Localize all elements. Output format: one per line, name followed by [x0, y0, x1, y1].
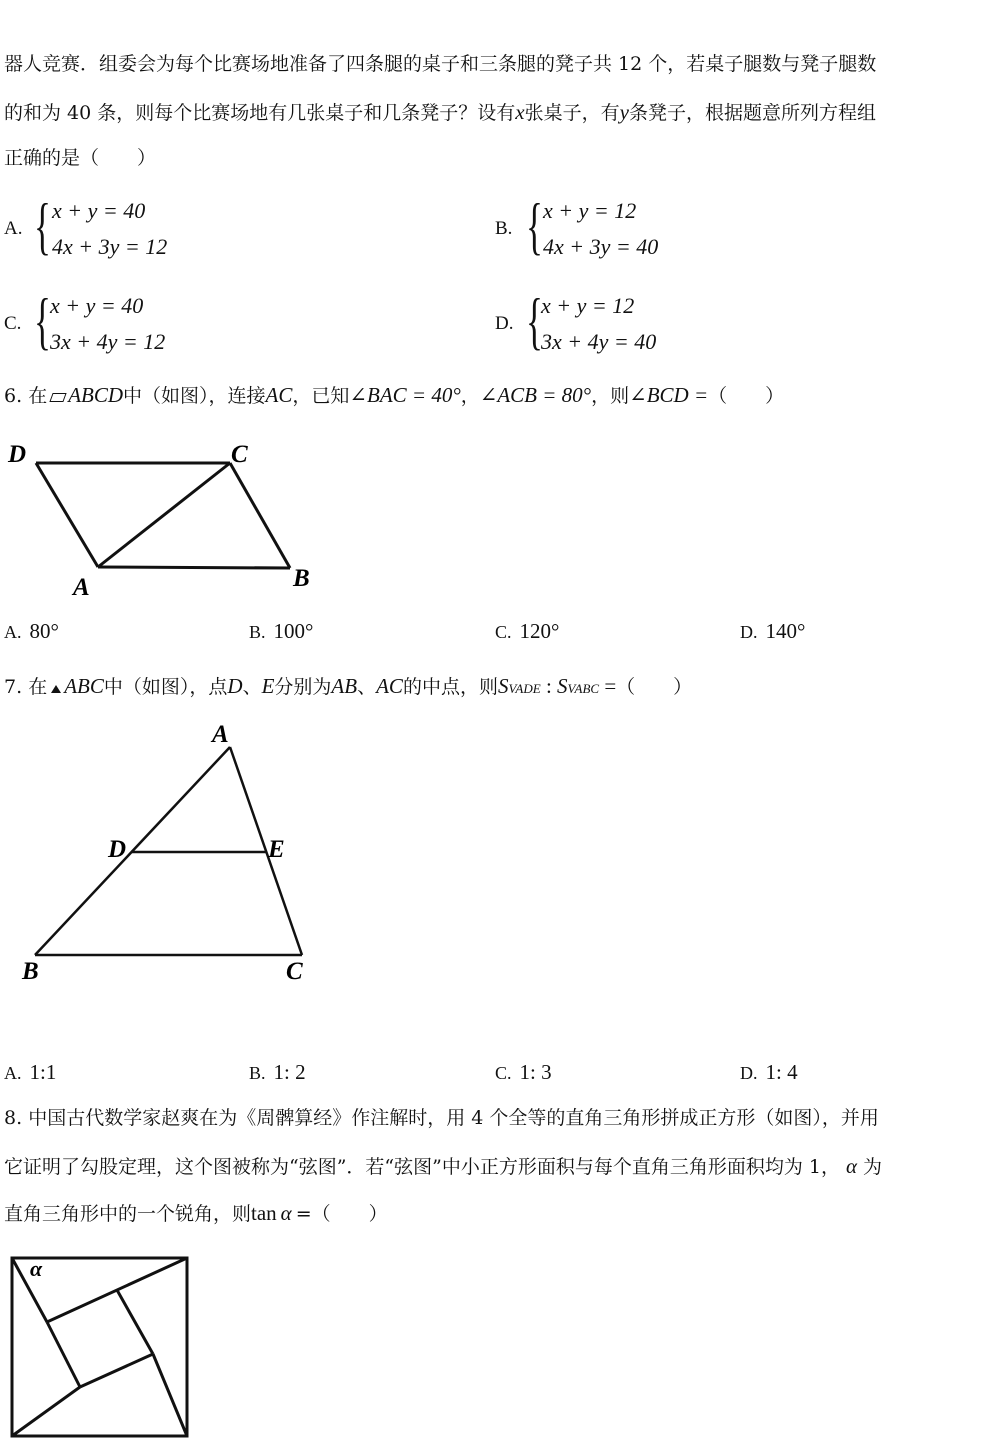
option-label: B.	[495, 218, 513, 239]
q7-text: 在	[28, 676, 48, 698]
xian-diagram-lines	[12, 1258, 187, 1436]
xian-diagram-figure	[0, 1250, 200, 1440]
brace-icon: {	[34, 285, 51, 356]
option-label: C.	[4, 313, 22, 334]
equals-sign: =	[599, 674, 617, 698]
q8-text: 它证明了勾股定理，这个图被称为“弦图”．若“弦图”中小正方形面积与每个直角三角形面积均为 1，	[4, 1156, 840, 1178]
shape-name: ABC	[64, 674, 104, 698]
q8-line-1	[4, 1106, 879, 1130]
alpha-label: α	[30, 1256, 43, 1281]
var-y: y	[619, 100, 629, 124]
brace-icon: {	[526, 190, 543, 261]
triangle-icon	[51, 685, 61, 693]
equation-system	[541, 288, 656, 360]
area-subscript: VABC	[567, 681, 600, 696]
var-x: x	[515, 100, 525, 124]
q5-line-2	[4, 100, 876, 125]
vertex-label-c: C	[286, 958, 303, 985]
area-subscript: VADE	[508, 681, 541, 696]
triangle-lines	[35, 747, 302, 955]
brace-icon: {	[34, 190, 51, 261]
q6-text: ，则	[591, 385, 630, 407]
vertex-label-b: B	[293, 565, 310, 592]
parallelogram-lines	[36, 463, 290, 568]
point-name: D	[227, 674, 243, 698]
equation: x + y = 40	[52, 198, 146, 223]
vertex-label-a: A	[212, 721, 229, 748]
brace-icon: {	[526, 285, 543, 356]
equation: 3x + 4y = 40	[541, 329, 657, 354]
q6-text: 中（如图），连接	[123, 385, 266, 407]
answer-label: B.	[249, 622, 266, 642]
answer-value: 1:1	[29, 1060, 57, 1084]
area-symbol: S	[557, 674, 568, 698]
q7-text: （ ）	[616, 676, 693, 698]
q8-text: 为	[863, 1156, 883, 1178]
question-number: 7.	[4, 676, 23, 698]
question-number: 6.	[4, 385, 23, 407]
equation: 4x + 3y = 12	[52, 234, 168, 259]
q6-text: （ ）	[708, 385, 785, 407]
segment-name: AB	[331, 674, 358, 698]
vertex-label-a: A	[73, 574, 90, 601]
equation: x + y = 12	[543, 198, 637, 223]
area-symbol: S	[497, 674, 509, 698]
q5-line-1: 器人竞赛．组委会为每个比赛场地准备了四条腿的桌子和三条腿的凳子共 12 个，若桌子腿数与凳子腿数	[4, 53, 877, 75]
alpha-symbol: α	[280, 1201, 292, 1225]
angle-expr: ∠BAC = 40°	[349, 383, 461, 407]
q7-text: 的中点，则	[402, 676, 498, 698]
q8-text: 中国古代数学家赵爽在为《周髀算经》作注解时，用 4 个全等的直角三角形拼成正方形（如图），并用	[28, 1107, 879, 1129]
tan-function: tan	[251, 1201, 277, 1225]
segment-name: AC	[265, 383, 293, 407]
answer-d[interactable]	[740, 1060, 798, 1085]
q8-line-3	[4, 1201, 388, 1226]
vertex-label-d: D	[108, 836, 127, 863]
answer-b[interactable]	[249, 619, 313, 644]
q7-text: 分别为	[274, 676, 332, 698]
answer-c[interactable]	[495, 1060, 552, 1085]
q5-text: 张桌子，有	[524, 102, 620, 124]
equation-system	[50, 288, 165, 360]
answer-value: 100°	[273, 619, 314, 643]
equation: 4x + 3y = 40	[543, 234, 659, 259]
q5-text: 条凳子，根据题意所列方程组	[628, 102, 876, 124]
answer-b[interactable]	[249, 1060, 306, 1085]
angle-expr: ∠ACB = 80°	[479, 383, 592, 407]
answer-label: B.	[249, 1063, 266, 1083]
answer-a[interactable]	[4, 1060, 56, 1085]
equation: 3x + 4y = 12	[50, 329, 166, 354]
answer-value: 120°	[519, 619, 560, 643]
equation: x + y = 40	[50, 293, 144, 318]
answer-value: 80°	[29, 619, 59, 643]
q5-line-3: 正确的是（ ）	[4, 147, 157, 169]
answer-label: D.	[740, 622, 758, 642]
answer-label: A.	[4, 622, 22, 642]
answer-value: 1: 3	[519, 1060, 552, 1084]
answer-label: A.	[4, 1063, 22, 1083]
option-label: A.	[4, 218, 23, 239]
answer-label: D.	[740, 1063, 758, 1083]
answer-label: C.	[495, 1063, 512, 1083]
q7-text: 中（如图），点	[103, 676, 228, 698]
answer-c[interactable]	[495, 619, 559, 644]
equation-system	[52, 193, 167, 265]
alpha-symbol: α	[845, 1154, 858, 1178]
parallelogram-figure	[0, 430, 330, 610]
vertex-label-e: E	[268, 836, 285, 863]
answer-value: 1: 4	[765, 1060, 798, 1084]
q7-stem	[4, 674, 692, 701]
vertex-label-d: D	[8, 441, 27, 468]
parallelogram-icon	[50, 393, 67, 402]
option-label: D.	[495, 313, 514, 334]
q6-text: ，	[460, 385, 480, 407]
answer-value: 140°	[765, 619, 806, 643]
q8-text: =（ ）	[295, 1203, 388, 1225]
ratio-colon: :	[540, 674, 558, 698]
q6-text: 在	[28, 385, 48, 407]
answer-label: C.	[495, 622, 512, 642]
angle-expr: ∠BCD =	[629, 383, 709, 407]
answer-d[interactable]	[740, 619, 805, 644]
q8-line-2	[4, 1154, 882, 1179]
q8-text: 直角三角形中的一个锐角，则	[4, 1203, 252, 1225]
equation: x + y = 12	[541, 293, 635, 318]
shape-name: ABCD	[68, 383, 124, 407]
q7-text: 、	[242, 676, 262, 698]
q7-text: 、	[357, 676, 377, 698]
q6-text: ，已知	[292, 385, 350, 407]
answer-a[interactable]	[4, 619, 59, 644]
point-name: E	[261, 674, 275, 698]
vertex-label-b: B	[22, 958, 39, 985]
equation-system	[543, 193, 658, 265]
q5-text: 的和为 40 条，则每个比赛场地有几张桌子和几条凳子？设有	[4, 102, 516, 124]
q6-stem	[4, 383, 784, 408]
vertex-label-c: C	[231, 441, 248, 468]
answer-value: 1: 2	[273, 1060, 306, 1084]
triangle-figure	[0, 715, 340, 995]
question-number: 8.	[4, 1107, 23, 1129]
segment-name: AC	[376, 674, 403, 698]
